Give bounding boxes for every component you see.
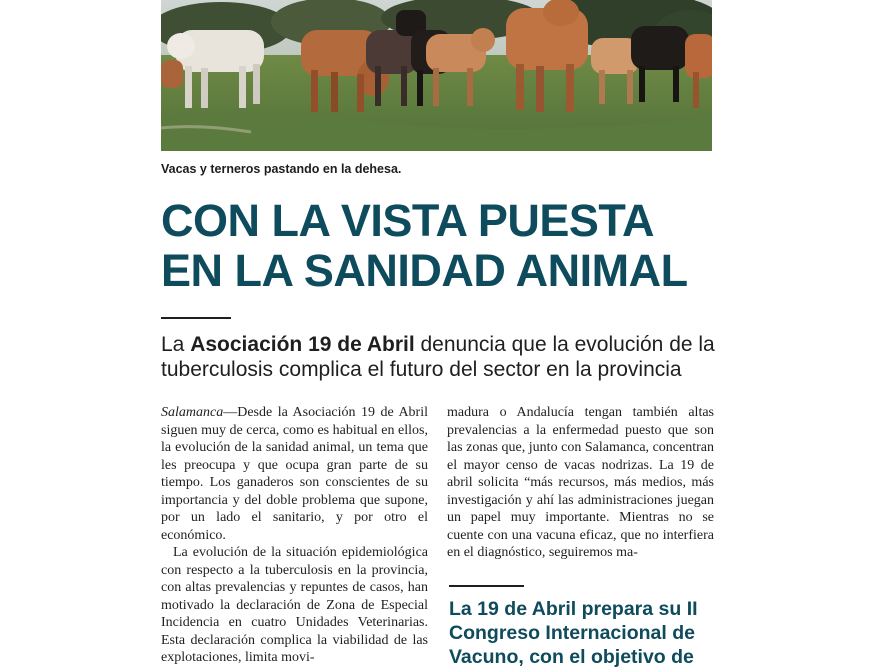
body-paragraph-1	[161, 404, 428, 544]
headline-line-2: EN LA SANIDAD ANIMAL	[161, 245, 688, 296]
body-paragraph-3: madura o Andalucía tengan también altas prevalencias a la enfermedad puesto que son las zonas que, junto con Salamanca, concentran el mayor censo de vacas nodrizas. La 19 de abril solicita “más recursos, más medios, más investigación y ahí las administraciones juegan un papel muy importante. Mientras no se cuente con una vacuna eficaz, que no interfiera en el diagnóstico, seguiremos ma-	[447, 405, 714, 560]
photo-caption: Vacas y terneros pastando en la dehesa.	[161, 162, 402, 176]
subhead-rest: denuncia que la evolución de la tuberculosis complica el futuro del sector en la provincia	[161, 333, 715, 381]
sidebar-divider	[449, 585, 524, 587]
cattle-photo	[161, 0, 712, 151]
body-paragraph-2: La evolución de la situación epidemiológica con respecto a la tuberculosis en la provincia, con altas prevalencias y repuntes de casos, han motivado la declaración de Zona de Especial Incidencia en cuatro Unidades Veterinarias. Esta declaración complica la viabilidad de las explotaciones, limita movi-	[161, 545, 428, 665]
headline-line-1: CON LA VISTA PUESTA	[161, 195, 655, 246]
subheadline	[161, 332, 721, 382]
cattle-illustration	[161, 0, 712, 151]
subhead-prefix: La	[161, 333, 191, 356]
body-column-right	[447, 404, 714, 562]
body-column-left	[161, 404, 428, 667]
subhead-organization: Asociación 19 de Abril	[190, 333, 415, 356]
paragraph-1-text: —Desde la Asociación 19 de Abril siguen muy de cerca, como es habitual en ellos, la evolución de la sanidad animal, un tema que les preocupa y que ocupa gran parte de su tiempo. Los ganaderos son conscientes de su importancia y del doble problema que supone, por un lado el sanitario, y por otro el económico.	[161, 405, 428, 543]
sidebar-headline: La 19 de Abril prepara su II Congreso Internacional de Vacuno, con el objetivo de	[449, 598, 698, 668]
dateline: Salamanca	[161, 405, 224, 420]
headline-divider	[161, 317, 231, 319]
headline	[161, 196, 761, 296]
